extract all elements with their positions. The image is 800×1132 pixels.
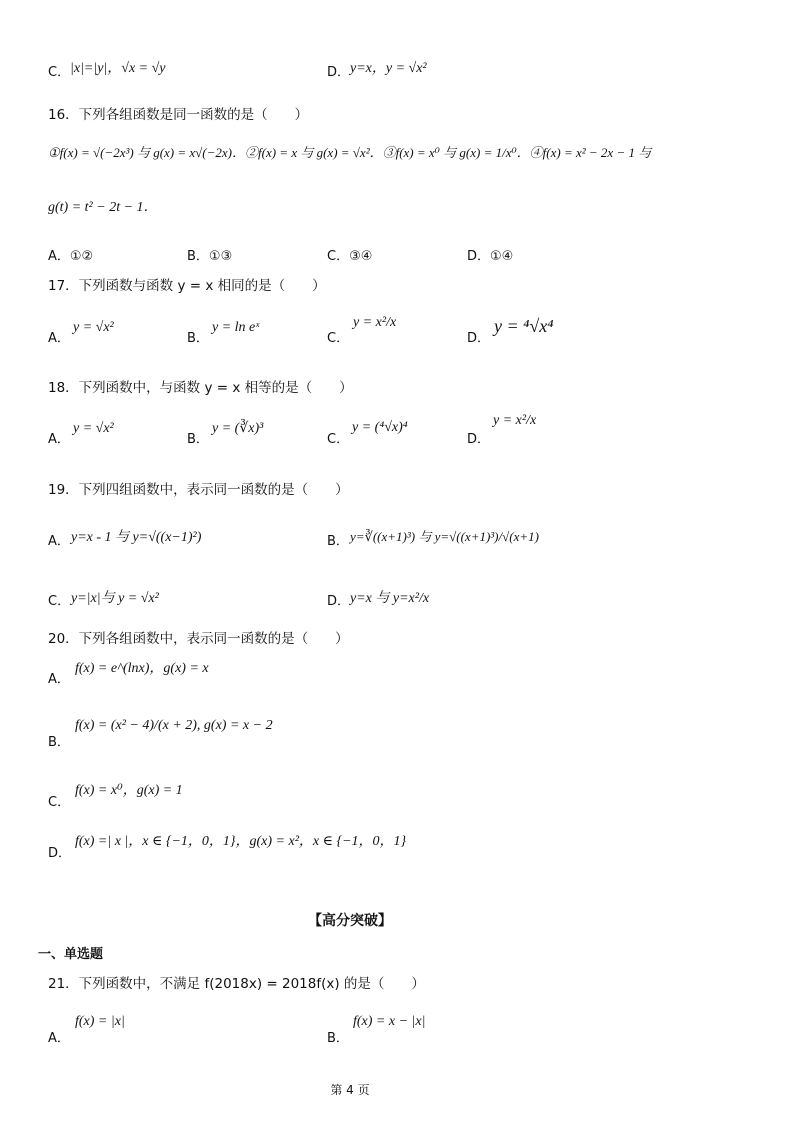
q19-option-a-math: y=x - 1 与 y=√((x−1)²) bbox=[71, 530, 202, 545]
q20-option-b-math: f(x) = (x² − 4)/(x + 2), g(x) = x − 2 bbox=[75, 718, 273, 733]
q19-option-a-label: A． bbox=[48, 534, 70, 549]
q18-option-b-math: y = (∛x)³ bbox=[212, 421, 264, 436]
q20-option-a-math: f(x) = e^(lnx)，g(x) = x bbox=[75, 661, 209, 676]
q21-stem: 21．下列函数中，不满足 f(2018x) = 2018f(x) 的是（ ） bbox=[48, 976, 425, 992]
q17-option-b-label: B． bbox=[187, 331, 209, 346]
q21-option-a-math: f(x) = |x| bbox=[75, 1014, 125, 1029]
q17-option-d-math: y = ⁴√x⁴ bbox=[494, 316, 554, 336]
q20-option-a-label: A． bbox=[48, 672, 70, 687]
q20-option-c-label: C． bbox=[48, 795, 71, 810]
page-number: 第 4 页 bbox=[330, 1083, 370, 1097]
q18-option-c-math: y = (⁴√x)⁴ bbox=[352, 420, 408, 435]
q16-option-b: B．①③ bbox=[187, 249, 233, 264]
q17-option-c-label: C． bbox=[327, 331, 350, 346]
q19-option-d-math: y=x 与 y=x²/x bbox=[350, 591, 430, 606]
q17-option-c-math: y = x²/x bbox=[353, 315, 397, 330]
q18-option-b-label: B． bbox=[187, 432, 209, 447]
q17-option-b-math: y = ln eˣ bbox=[212, 320, 260, 335]
q20-option-b-label: B． bbox=[48, 735, 70, 750]
q15-option-c-math: |x|=|y|，√x = √y bbox=[70, 61, 166, 76]
q16-option-c: C．③④ bbox=[327, 249, 373, 264]
q18-stem: 18．下列函数中，与函数 y = x 相等的是（ ） bbox=[48, 380, 353, 396]
q21-option-b-math: f(x) = x − |x| bbox=[353, 1014, 426, 1029]
q19-option-d-label: D． bbox=[327, 594, 351, 609]
q17-option-a-math: y = √x² bbox=[73, 320, 114, 335]
q18-option-a-math: y = √x² bbox=[73, 421, 114, 436]
q16-stem: 16．下列各组函数是同一函数的是（ ） bbox=[48, 107, 309, 123]
q21-option-a-label: A． bbox=[48, 1031, 70, 1046]
q15-option-d-math: y=x，y = √x² bbox=[350, 61, 427, 76]
q21-option-b-label: B． bbox=[327, 1031, 349, 1046]
q17-option-a-label: A． bbox=[48, 331, 70, 346]
section-title: 【高分突破】 bbox=[308, 913, 392, 929]
q17-option-d-label: D． bbox=[467, 331, 491, 346]
q19-option-b-math: y=∛((x+1)³) 与 y=√((x+1)³)/√(x+1) bbox=[350, 529, 539, 544]
q19-option-c-label: C． bbox=[48, 594, 71, 609]
q15-option-d-label: D． bbox=[327, 65, 351, 80]
q19-option-b-label: B． bbox=[327, 534, 349, 549]
q16-option-d: D．①④ bbox=[467, 249, 514, 264]
q20-option-c-math: f(x) = x⁰，g(x) = 1 bbox=[75, 783, 183, 798]
q20-option-d-math: f(x) =| x |，x ∈ {−1，0，1}，g(x) = x²，x ∈ {−1，0，1} bbox=[75, 834, 407, 849]
q18-option-c-label: C． bbox=[327, 432, 350, 447]
q20-stem: 20．下列各组函数中，表示同一函数的是（ ） bbox=[48, 631, 349, 647]
q19-option-c-math: y=|x|与 y = √x² bbox=[71, 591, 159, 606]
q17-stem: 17．下列函数与函数 y = x 相同的是（ ） bbox=[48, 278, 326, 294]
q20-option-d-label: D． bbox=[48, 846, 72, 861]
q15-option-c-label: C． bbox=[48, 65, 71, 80]
q18-option-a-label: A． bbox=[48, 432, 70, 447]
q18-option-d-label: D． bbox=[467, 432, 491, 447]
q18-option-d-math: y = x²/x bbox=[493, 413, 537, 428]
q19-stem: 19．下列四组函数中，表示同一函数的是（ ） bbox=[48, 482, 349, 498]
q16-line-2: g(t) = t² − 2t − 1． bbox=[48, 200, 158, 215]
q16-option-a: A．①② bbox=[48, 249, 94, 264]
section-subtitle: 一、单选题 bbox=[38, 947, 104, 962]
q16-line-1: ①f(x) = √(−2x³) 与 g(x) = x√(−2x)．②f(x) = x 与 g(x) = √x²．③f(x) = x⁰ 与 g(x) = 1/x⁰．④f(x) = x² − 2x − 1 与 bbox=[48, 145, 652, 160]
